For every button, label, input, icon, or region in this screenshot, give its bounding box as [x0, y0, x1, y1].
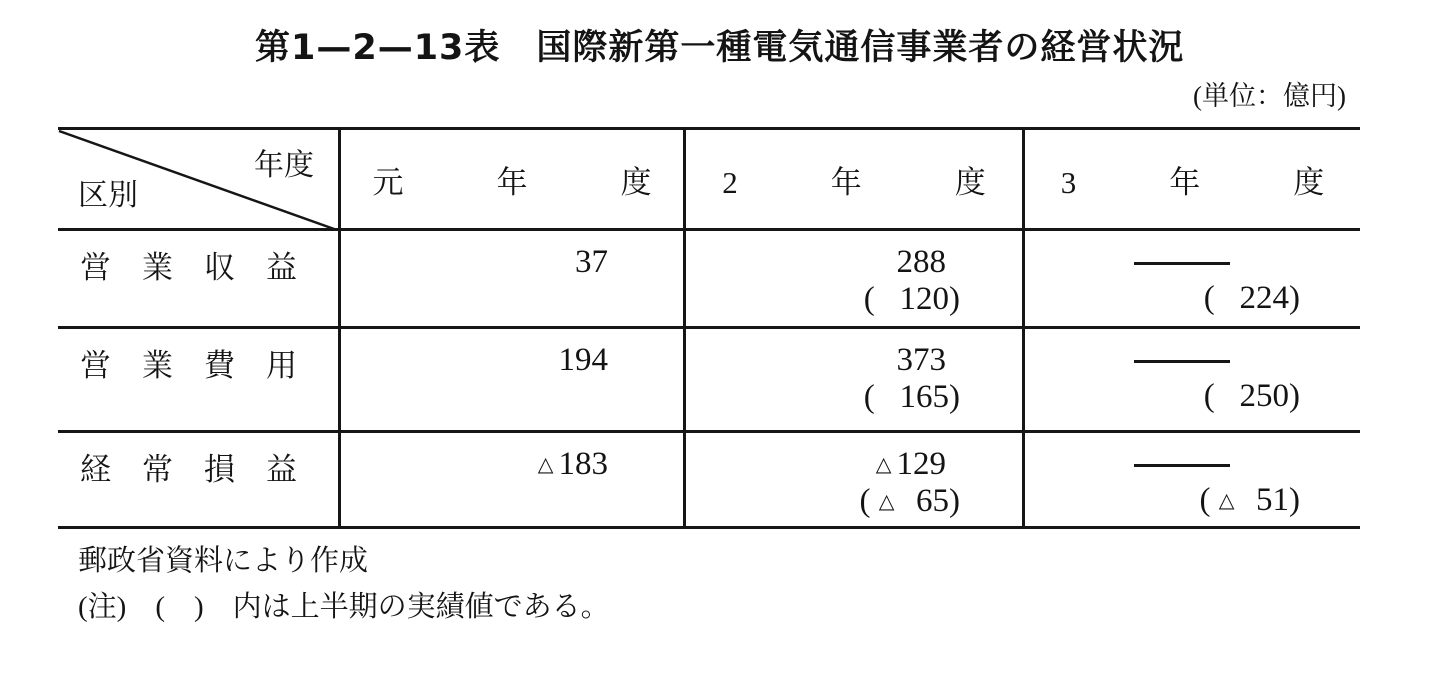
cell-profit-year3	[1022, 433, 1360, 529]
value-line: △ 183	[537, 446, 608, 482]
corner-label-year: 年度	[254, 149, 314, 182]
value-line-paren: ( △ 65)	[859, 483, 960, 520]
value-line: 194	[558, 342, 608, 378]
row-label-operating-expenses: 営 業 費 用	[58, 329, 338, 433]
value-line-paren: ( 250)	[1203, 378, 1300, 414]
value-line: 37	[575, 244, 608, 280]
col-header-year3: 3 年 度	[1022, 130, 1360, 231]
col-header-year1: 元 年 度	[338, 130, 683, 231]
no-data-dash	[1134, 360, 1230, 363]
unit-note: (単位：億円)	[1193, 81, 1346, 111]
corner-label-category: 区別	[78, 179, 138, 212]
cell-profit-year2	[683, 433, 1022, 529]
deficit-triangle: △	[878, 491, 895, 514]
corner-cell	[58, 130, 338, 231]
cell-revenue-year2	[683, 231, 1022, 329]
page-title: 第1—2—13表 国際新第一種電気通信事業者の経営状況	[255, 28, 1185, 68]
cell-expenses-year3	[1022, 329, 1360, 433]
value-line	[1025, 244, 1300, 280]
value-line	[1025, 342, 1300, 378]
deficit-triangle: △	[875, 454, 892, 477]
row-label-ordinary-profit-loss: 経 常 損 益	[58, 433, 338, 529]
note-legend: (注) ( ) 内は上半期の実績値である。	[78, 591, 610, 623]
col-header-year2: 2 年 度	[683, 130, 1022, 231]
deficit-triangle: △	[537, 454, 554, 477]
financial-table	[58, 127, 1360, 529]
value-line: △ 129	[875, 446, 946, 482]
value-line-paren: ( 120)	[863, 281, 960, 318]
cell-expenses-year2	[683, 329, 1022, 433]
value-line: 373	[896, 342, 946, 378]
row-label-operating-revenue: 営 業 収 益	[58, 231, 338, 329]
note-source: 郵政省資料により作成	[78, 545, 369, 577]
value-line-paren: ( 224)	[1203, 280, 1300, 316]
no-data-dash	[1134, 262, 1230, 265]
no-data-dash	[1134, 464, 1230, 467]
deficit-triangle: △	[1218, 490, 1235, 513]
cell-revenue-year3	[1022, 231, 1360, 329]
value-line-paren: ( △ 51)	[1199, 482, 1300, 518]
value-line: 288	[896, 244, 946, 280]
cell-profit-year1	[338, 433, 683, 529]
value-line	[1025, 446, 1300, 482]
cell-revenue-year1	[338, 231, 683, 329]
cell-expenses-year1	[338, 329, 683, 433]
value-line-paren: ( 165)	[863, 379, 960, 416]
